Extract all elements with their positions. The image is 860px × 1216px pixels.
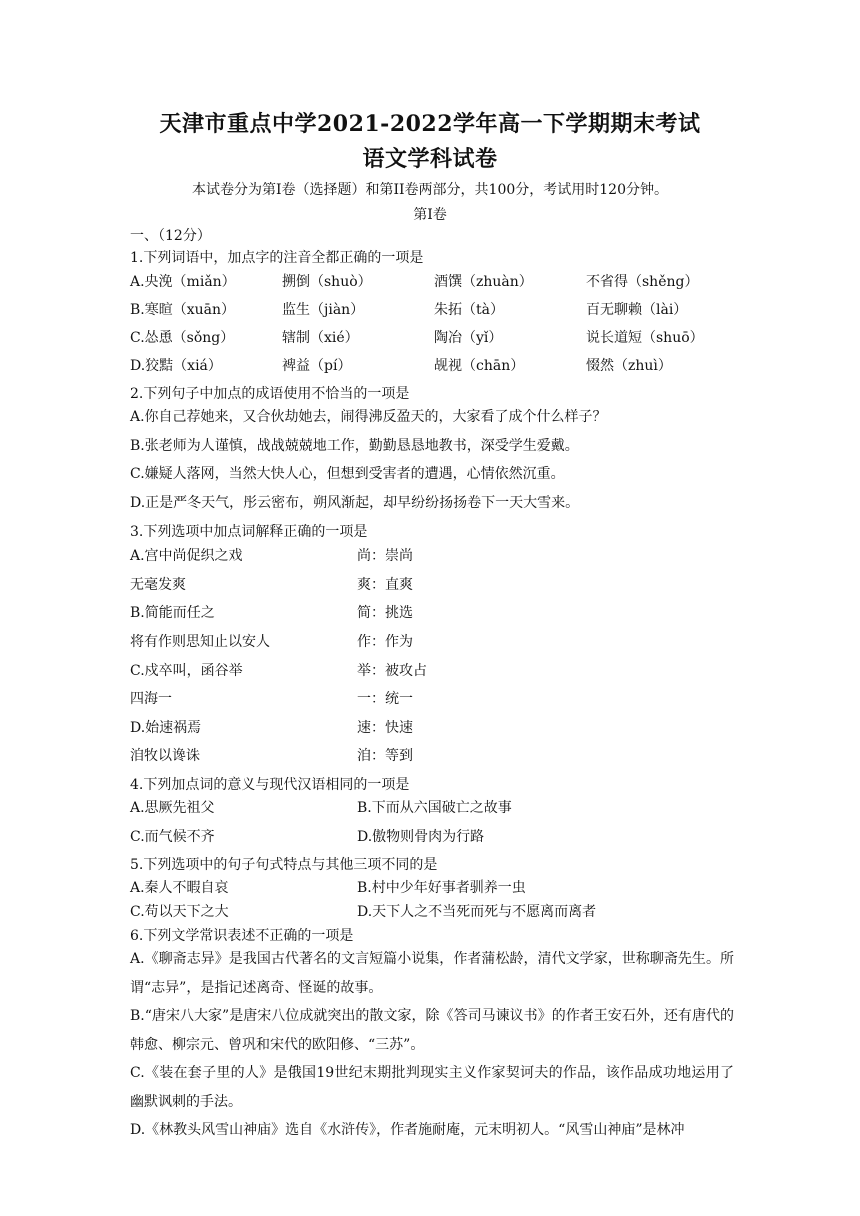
q3-phrase: 洎牧以谗诛 [130, 748, 200, 764]
q2-option-d: D.正是严冬天气，彤云密布，朔风渐起，却早纷纷扬扬卷下一天大雪来。 [130, 495, 580, 511]
q4-stem: 4.下列加点词的意义与现代汉语相同的一项是 [130, 777, 410, 793]
q3-gloss: 洎：等到 [357, 748, 413, 764]
q3-gloss: 一：统一 [357, 691, 413, 707]
q3-phrase: D.始速祸焉 [130, 720, 202, 736]
q1-option-cell: 觇视（chān） [434, 358, 525, 374]
q5-option-c: C.苟以天下之大 [130, 904, 229, 920]
q1-option-cell: C.怂恿（sǒng） [130, 330, 235, 346]
q3-gloss: 速：快速 [357, 720, 413, 736]
q3-gloss: 简：挑选 [357, 605, 413, 621]
q3-phrase: 无毫发爽 [130, 577, 186, 593]
q3-gloss: 举：被攻占 [357, 663, 427, 679]
q5-stem: 5.下列选项中的句子句式特点与其他三项不同的是 [130, 857, 438, 873]
q6-stem: 6.下列文学常识表述不正确的一项是 [130, 928, 354, 944]
q5-option-b: B.村中少年好事者驯养一虫 [357, 880, 526, 896]
q2-option-b: B.张老师为人谨慎，战战兢兢地工作，勤勤恳恳地教书，深受学生爱戴。 [130, 438, 579, 454]
q3-gloss: 爽：直爽 [357, 577, 413, 593]
q1-option-cell: 不省得（shěng） [586, 274, 699, 290]
q6-option-d: D.《林教头风雪山神庙》选自《水浒传》，作者施耐庵，元末明初人。“风雪山神庙”是林冲 [130, 1122, 685, 1138]
exam-subtitle: 语文学科试卷 [362, 146, 498, 172]
q1-option-cell: A.央浼（miǎn） [130, 274, 236, 290]
q3-phrase: C.戍卒叫，函谷举 [130, 663, 243, 679]
q1-option-cell: 辖制（xié） [282, 330, 359, 346]
q1-option-cell: 裨益（pí） [282, 358, 352, 374]
q3-phrase: 将有作则思知止以安人 [130, 634, 270, 650]
q4-option-c: C.而气候不齐 [130, 829, 215, 845]
q3-gloss: 尚：崇尚 [357, 548, 413, 564]
q6-option-b: B.“唐宋八大家”是唐宋八位成就突出的散文家，除《答司马谏议书》的作者王安石外，还有唐代的韩愈、柳宗元、曾巩和宋代的欧阳修、“三苏”。 [130, 1008, 734, 1053]
q1-option-cell: 惙然（zhuì） [586, 358, 672, 374]
exam-intro: 本试卷分为第I卷（选择题）和第II卷两部分，共100分，考试用时120分钟。 [191, 182, 669, 198]
q1-option-cell: 监生（jiàn） [282, 302, 365, 318]
q3-phrase: B.简能而任之 [130, 605, 215, 621]
exam-title: 天津市重点中学2021-2022学年高一下学期期末考试 [159, 111, 701, 137]
q3-gloss: 作：作为 [357, 634, 413, 650]
q4-option-b: B.下而从六国破亡之故事 [357, 800, 512, 816]
part-label: 第I卷 [413, 207, 447, 223]
q1-option-cell: 百无聊赖（lài） [586, 302, 688, 318]
q2-stem: 2.下列句子中加点的成语使用不恰当的一项是 [130, 386, 410, 402]
q3-phrase: 四海一 [130, 691, 172, 707]
q4-option-d: D.傲物则骨肉为行路 [357, 829, 485, 845]
q1-option-cell: 酒馔（zhuàn） [434, 274, 533, 290]
section-heading: 一、（12分） [130, 228, 211, 244]
q2-option-c: C.嫌疑人落网，当然大快人心，但想到受害者的遭遇，心情依然沉重。 [130, 466, 565, 482]
q1-option-cell: D.狡黠（xiá） [130, 358, 222, 374]
q5-option-a: A.秦人不暇自哀 [130, 880, 229, 896]
q1-option-cell: 陶冶（yǐ） [434, 330, 503, 346]
q1-option-cell: 搠倒（shuò） [282, 274, 372, 290]
q1-option-cell: 朱拓（tà） [434, 302, 504, 318]
q6-option-c: C.《装在套子里的人》是俄国19世纪末期批判现实主义作家契诃夫的作品，该作品成功地运用了幽默讽刺的手法。 [130, 1065, 734, 1110]
q3-phrase: A.宫中尚促织之戏 [130, 548, 243, 564]
q1-option-cell: B.寒暄（xuān） [130, 302, 236, 318]
q1-stem: 1.下列词语中，加点字的注音全都正确的一项是 [130, 250, 424, 266]
q6-option-a: A.《聊斋志异》是我国古代著名的文言短篇小说集，作者蒲松龄，清代文学家，世称聊斋先生。所谓“志异”，是指记述离奇、怪诞的故事。 [130, 951, 734, 996]
q4-option-a: A.思厥先祖父 [130, 800, 215, 816]
q5-option-d: D.天下人之不当死而死与不愿离而离者 [357, 904, 597, 920]
q1-option-cell: 说长道短（shuō） [586, 330, 704, 346]
q3-stem: 3.下列选项中加点词解释正确的一项是 [130, 524, 368, 540]
q2-option-a: A.你自己荐她来，又合伙劫她去，闹得沸反盈天的，大家看了成个什么样子？ [130, 409, 607, 425]
